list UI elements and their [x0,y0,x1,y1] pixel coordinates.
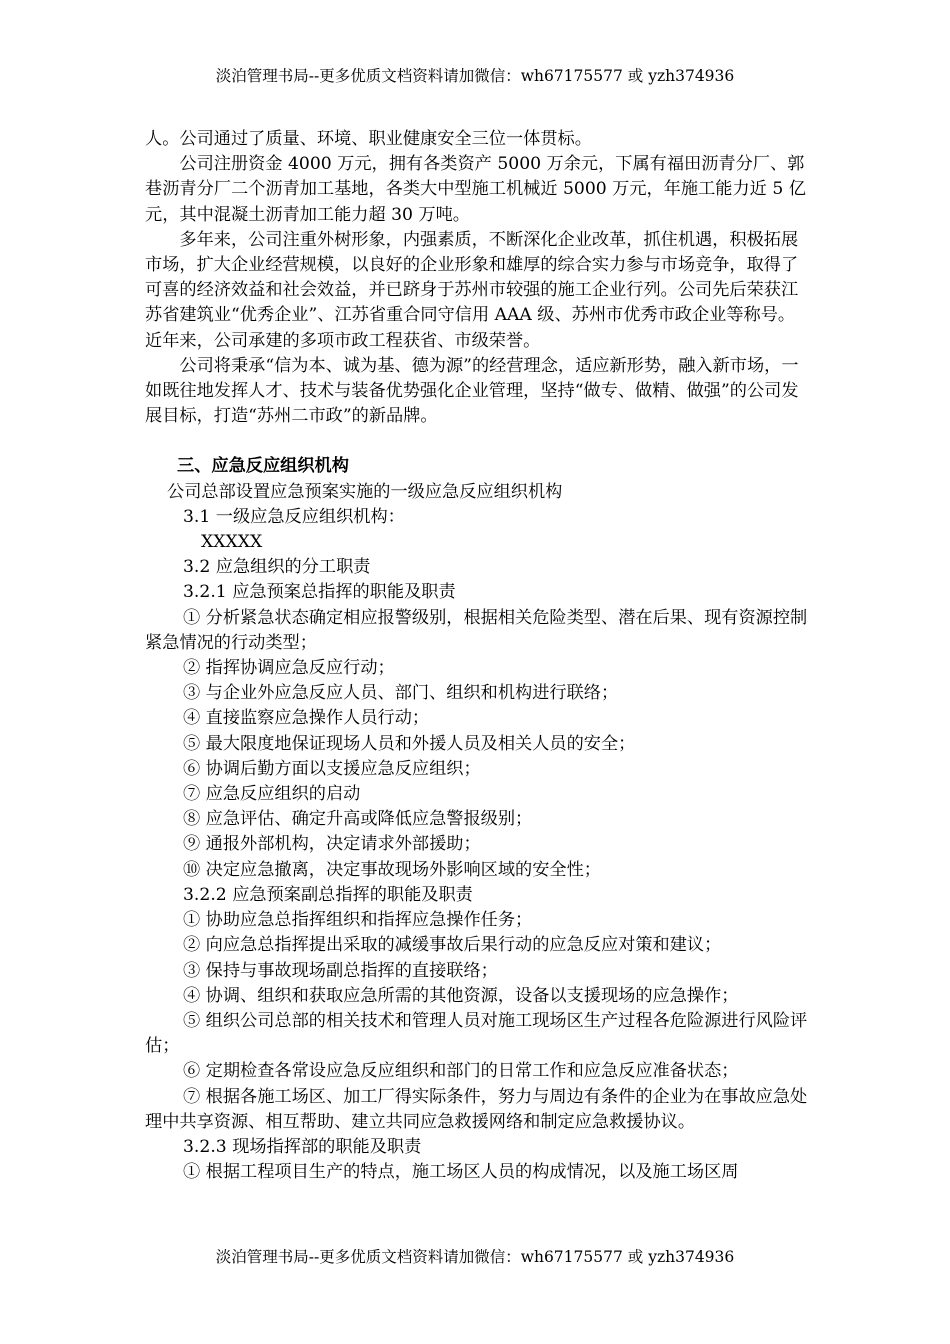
subsection-3-2-3-title: 3.2.3 现场指挥部的职能及职责 [183,1136,422,1157]
list-item: ① 根据工程项目生产的特点，施工场区人员的构成情况，以及施工场区周 [183,1162,739,1183]
list-item: ① 分析紧急状态确定相应报警级别，根据相关危险类型、潜在后果、现有资源控制紧急情况的行动类型； [145,607,808,653]
paragraph-development: 多年来，公司注重外树形象，内强素质，不断深化企业改革，抓住机遇，积极拓展市场，扩大企业经营规模，以良好的企业形象和雄厚的综合实力参与市场竞争，取得了可喜的经济效益和社会效益，并已跻身于苏州市较强的施工企业行列。公司先后荣获江苏省建筑业“优秀企业”、江苏省重合同守信用 AAA 级、苏州市优秀市政企业等称号。近年来，公司承建的多项市政工程获省、市级荣誉。 [145,229,799,351]
list-item: ⑥ 协调后勤方面以支援应急反应组织； [183,758,481,779]
list-item: ④ 协调、组织和获取应急所需的其他资源，设备以支援现场的应急操作； [183,985,739,1006]
document-body [145,127,810,1185]
page-header: 淡泊管理书局--更多优质文档资料请加微信：wh67175577 或 yzh374936 [215,67,735,85]
list-item: ⑥ 定期检查各常设应急反应组织和部门的日常工作和应急反应准备状态； [183,1061,739,1082]
paragraph-philosophy: 公司将秉承“信为本、诚为基、德为源”的经营理念，适应新形势，融入新市场，一如既往地发挥人才、技术与装备优势强化企业管理，坚持“做专、做精、做强”的公司发展目标，打造“苏州二市政”的新品牌。 [145,355,799,427]
list-item: ③ 保持与事故现场副总指挥的直接联络； [183,960,498,981]
paragraph-capital: 公司注册资金 4000 万元，拥有各类资产 5000 万余元，下属有福田沥青分厂、郭巷沥青分厂二个沥青加工基地，各类大中型施工机械近 5000 万元，年施工能力近 5 亿元，其中混凝土沥青加工能力超 30 万吨。 [145,154,806,225]
list-item: ① 协助应急总指挥组织和指挥应急操作任务； [183,910,533,931]
section-3-heading: 三、应急反应组织机构 [177,456,349,477]
list-item: ⑦ 根据各施工场区、加工厂得实际条件，努力与周边有条件的企业为在事故应急处理中共享资源、相互帮助、建立共同应急救援网络和制定应急救援协议。 [145,1086,808,1132]
subsection-3-2-1-title: 3.2.1 应急预案总指挥的职能及职责 [183,582,456,603]
list-item: ⑩ 决定应急撤离，决定事故现场外影响区域的安全性； [183,859,601,880]
paragraph-continuation: 人。公司通过了质量、环境、职业健康安全三位一体贯标。 [145,129,592,149]
list-item: ⑨ 通报外部机构，决定请求外部援助； [183,834,481,855]
subsection-3-1-value: XXXXX [201,532,263,553]
list-item: ⑤ 最大限度地保证现场人员和外援人员及相关人员的安全； [183,733,636,754]
page-footer: 淡泊管理书局--更多优质文档资料请加微信：wh67175577 或 yzh374936 [215,1248,735,1266]
subsection-3-2-2-title: 3.2.2 应急预案副总指挥的职能及职责 [183,884,473,905]
list-item: ④ 直接监察应急操作人员行动； [183,708,430,729]
list-item: ② 向应急总指挥提出采取的减缓事故后果行动的应急反应对策和建议； [183,935,722,956]
list-item: ⑧ 应急评估、确定升高或降低应急警报级别； [183,809,533,830]
list-item: ③ 与企业外应急反应人员、部门、组织和机构进行联络； [183,683,619,704]
subsection-3-2-title: 3.2 应急组织的分工职责 [183,557,371,578]
list-item: ② 指挥协调应急反应行动； [183,658,395,679]
section-3-intro: 公司总部设置应急预案实施的一级应急反应组织机构 [167,481,563,502]
subsection-3-1-title: 3.1 一级应急反应组织机构： [183,506,405,527]
list-item: ⑤ 组织公司总部的相关技术和管理人员对施工现场区生产过程各危险源进行风险评估； [145,1010,808,1057]
list-item: ⑦ 应急反应组织的启动 [183,784,361,805]
